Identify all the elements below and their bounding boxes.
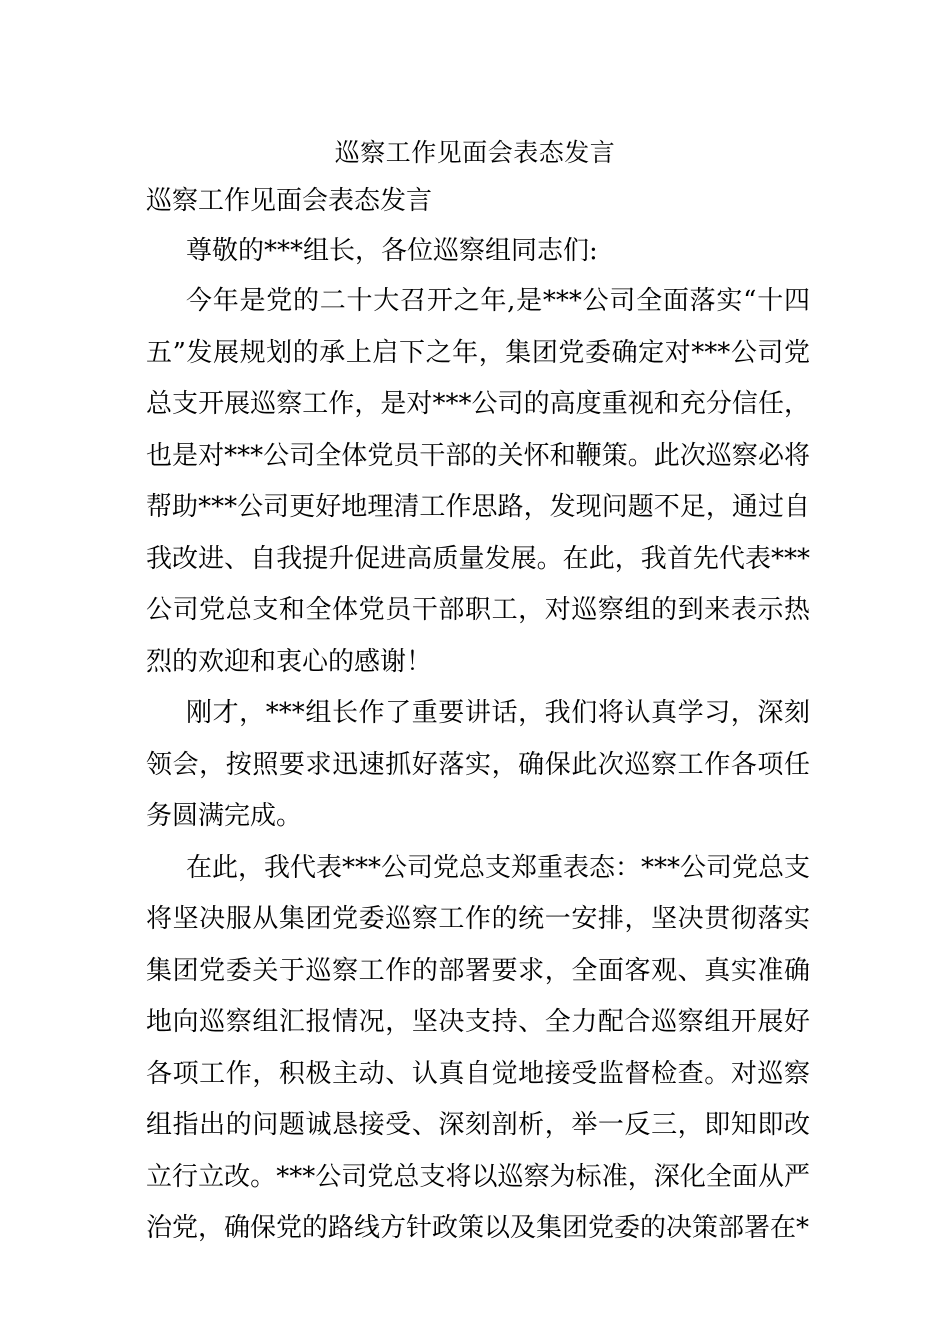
document-subtitle: 巡察工作见面会表态发言 — [146, 186, 433, 216]
document-body — [146, 226, 810, 1255]
paragraph-3: 在此，我代表***公司党总支郑重表态：***公司党总支将坚决服从集团党委巡察工作的统一安排，坚决贯彻落实集团党委关于巡察工作的部署要求，全面客观、真实准确地向巡察组汇报情况，坚决支持、全力配合巡察组开展好各项工作，积极主动、认真自觉地接受监督检查。对巡察组指出的问题诚恳接受、深刻剖析，举一反三，即知即改立行立改。***公司党总支将以巡察为标准，深化全面从严治党，确保党的路线方针政策以及集团党委的决策部署在* — [146, 852, 811, 1243]
paragraph-1: 今年是党的二十大召开之年,是***公司全面落实“十四五”发展规划的承上启下之年，集团党委确定对***公司党总支开展巡察工作，是对***公司的高度重视和充分信任，也是对***公司全体党员干部的关怀和鞭策。此次巡察必将帮助***公司更好地理清工作思路，发现问题不足，通过自我改进、自我提升促进高质量发展。在此，我首先代表***公司党总支和全体党员干部职工，对巡察组的到来表示热烈的欢迎和衷心的感谢！ — [146, 286, 810, 677]
document-title: 巡察工作见面会表态发言 — [334, 138, 616, 167]
paragraph-2: 刚才，***组长作了重要讲话，我们将认真学习，深刻领会，按照要求迅速抓好落实，确保此次巡察工作各项任务圆满完成。 — [146, 698, 810, 831]
greeting-line: 尊敬的***组长，各位巡察组同志们: — [186, 236, 598, 266]
